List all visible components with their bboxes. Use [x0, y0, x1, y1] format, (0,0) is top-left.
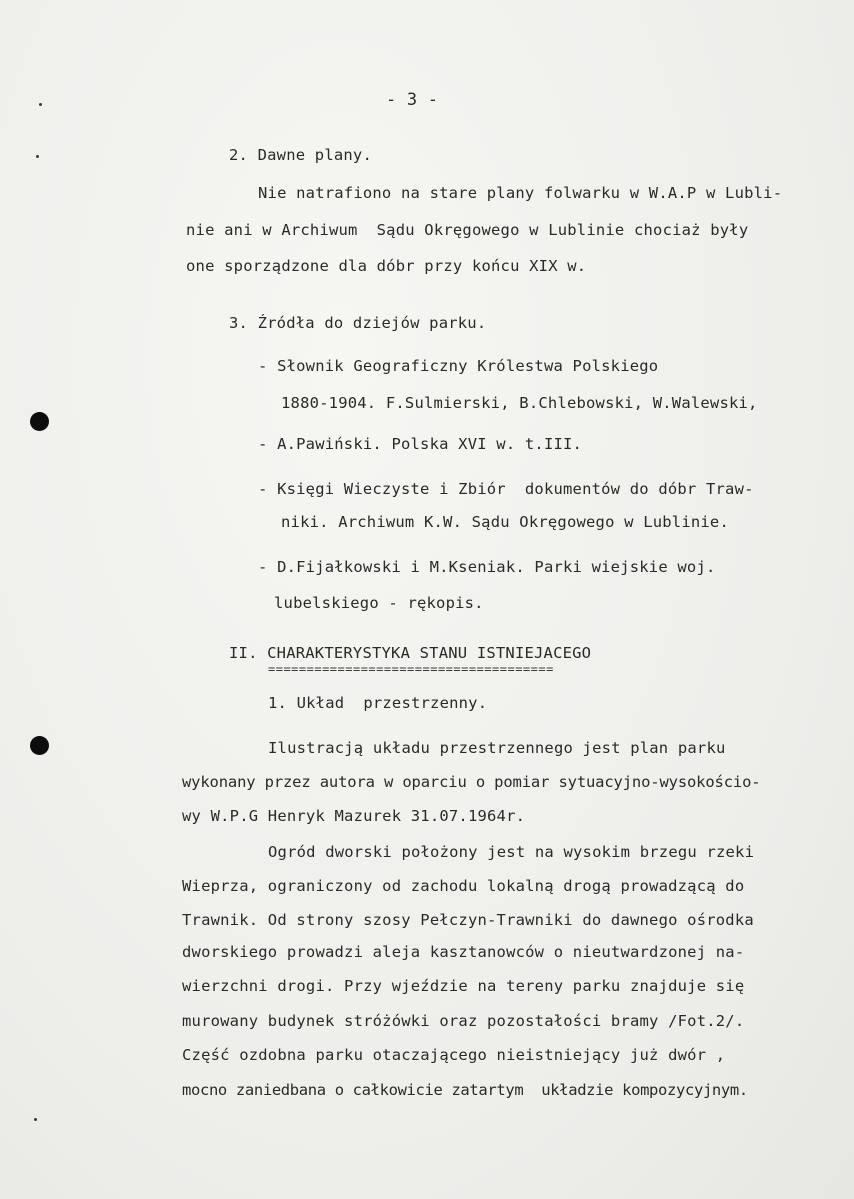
paragraph-line: nie ani w Archiwum Sądu Okręgowego w Lublinie chociaż były — [186, 221, 749, 239]
paragraph-line: Nie natrafiono na stare plany folwarku w W.A.P w Lubli- — [258, 184, 783, 202]
source-item: - A.Pawiński. Polska XVI w. t.III. — [258, 435, 583, 453]
punch-hole-bottom — [30, 736, 49, 755]
paragraph-line: Część ozdobna parku otaczającego nieistniejący już dwór , — [182, 1046, 726, 1064]
section-heading-charakterystyka: II. CHARAKTERYSTYKA STANU ISTNIEJACEGO — [229, 644, 592, 662]
punch-hole-top — [30, 412, 49, 431]
paragraph-line: Ogród dworski położony jest na wysokim brzegu rzeki — [268, 843, 755, 861]
paragraph-line: wy W.P.G Henryk Mazurek 31.07.1964r. — [182, 807, 526, 825]
margin-mark — [39, 103, 42, 106]
margin-mark — [34, 1118, 37, 1121]
paragraph-line: one sporządzone dla dóbr przy końcu XIX w. — [186, 257, 587, 275]
paragraph-line: murowany budynek stróżówki oraz pozostałości bramy /Fot.2/. — [182, 1012, 745, 1030]
paragraph-line: Wieprza, ograniczony od zachodu lokalną drogą prowadzącą do — [182, 877, 745, 895]
paragraph-line: Ilustracją układu przestrzennego jest plan parku — [268, 739, 726, 757]
source-item-continued: lubelskiego - rękopis. — [274, 594, 484, 612]
paragraph-line: Trawnik. Od strony szosy Pełczyn-Trawniki do dawnego ośrodka — [182, 911, 754, 929]
margin-mark — [36, 155, 39, 158]
section-heading-zrodla: 3. Źródła do dziejów parku. — [229, 314, 487, 332]
source-item: - D.Fijałkowski i M.Kseniak. Parki wiejskie woj. — [258, 558, 716, 576]
source-item: - Księgi Wieczyste i Zbiór dokumentów do dóbr Traw- — [258, 480, 754, 498]
paragraph-line: wierzchni drogi. Przy wjeździe na tereny parku znajduje się — [182, 977, 745, 995]
source-item-continued: niki. Archiwum K.W. Sądu Okręgowego w Lublinie. — [281, 513, 729, 531]
paragraph-line: dworskiego prowadzi aleja kasztanowców o nieutwardzonej na- — [182, 943, 745, 961]
section-heading-underline: ===================================== — [268, 665, 554, 673]
source-item: - Słownik Geograficzny Królestwa Polskiego — [258, 357, 659, 375]
paragraph-line: wykonany przez autora w oparciu o pomiar sytuacyjno-wysokościo- — [182, 773, 761, 791]
subsection-heading-uklad: 1. Układ przestrzenny. — [268, 694, 488, 712]
page-number: - 3 - — [386, 90, 439, 110]
section-heading-dawne-plany: 2. Dawne plany. — [229, 146, 372, 164]
source-item-continued: 1880-1904. F.Sulmierski, B.Chlebowski, W.Walewski, — [281, 394, 758, 412]
paragraph-line: mocno zaniedbana o całkowicie zatartym układzie kompozycyjnym. — [182, 1081, 748, 1099]
